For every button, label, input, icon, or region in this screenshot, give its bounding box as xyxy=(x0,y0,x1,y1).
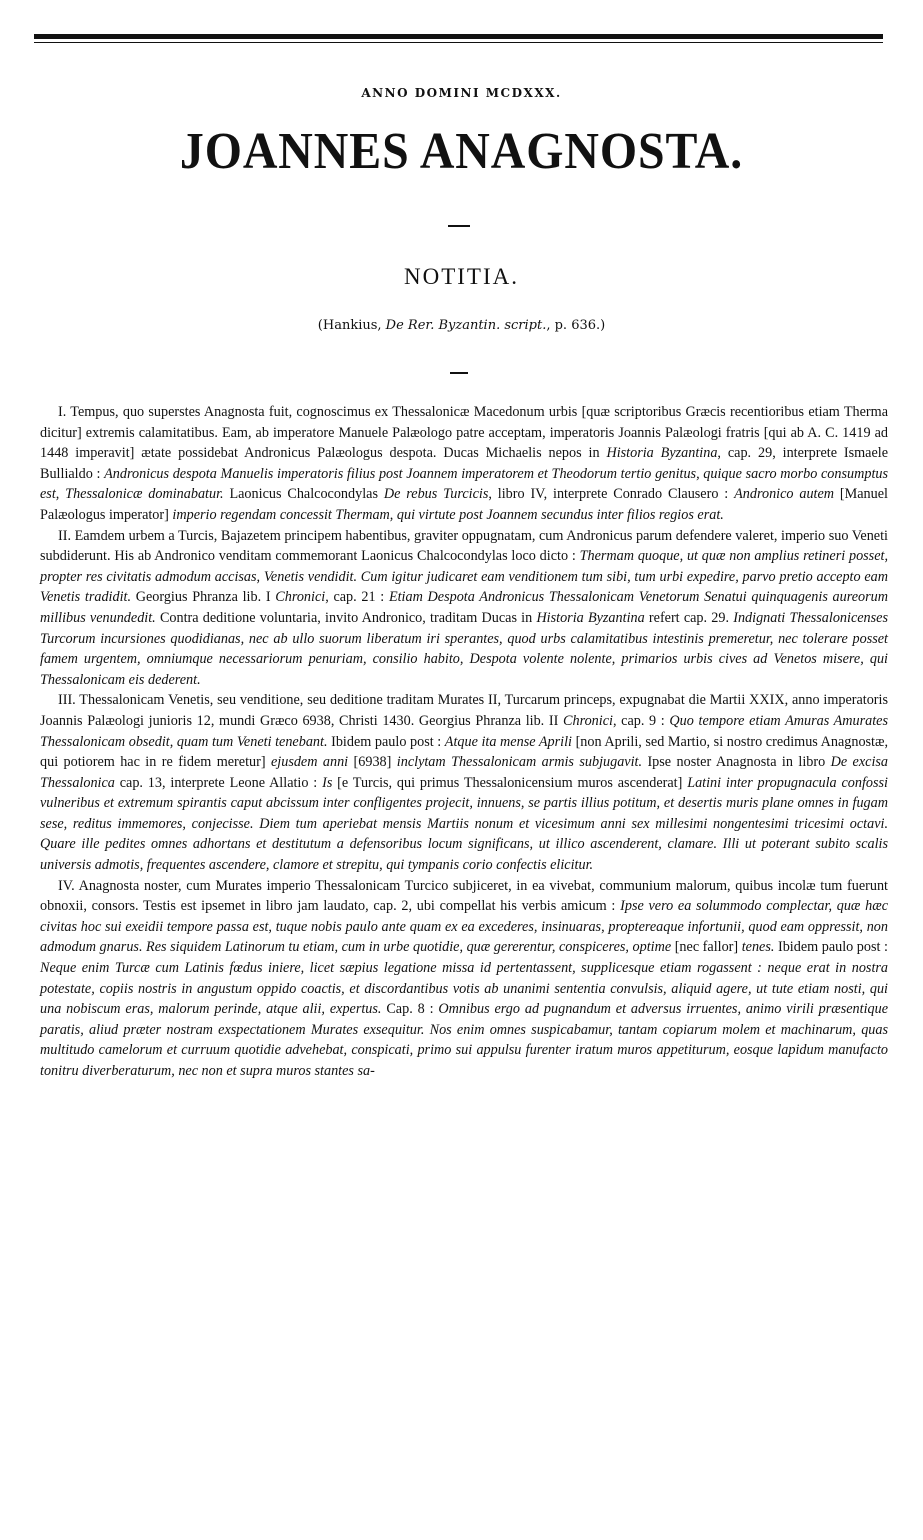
paragraph xyxy=(40,402,888,526)
italic-quote: Historia Byzantina xyxy=(536,609,645,626)
italic-quote: Latini inter propugnacula confossi vulneribus et extremum spirantis caput abcissum inter confligentes projecit, innuens, se partis illius potitum, et desertis muris plane omnes in fugam sese, reditus immemores, conjecisse. Diem tum aperiebat mensis Martiis nonum et vicesimum anni sex millesimi nongentesimi tricesimi octavi. Quare ille pedites omnes adhortans et destitutum a defensoribus locum significans, ut illico ascenderent, clamare. Illi ut poterant subito scalis universis admotis, frequentes ascendere, clamore et strepitu, qui tympanis corio confectis elicitur. xyxy=(40,774,888,874)
paragraph xyxy=(40,526,888,691)
body-text xyxy=(40,402,888,1082)
italic-quote: Andronicus despota Manuelis imperatoris filius post Joannem imperatorem et Theodorum tertio genitus, quique sacro morbo consumptus est, Thessalonicæ dominabatur. xyxy=(40,465,889,503)
italic-quote: Chronici xyxy=(563,712,613,729)
italic-quote: De rebus Turcicis xyxy=(383,486,489,503)
top-rule-thick xyxy=(34,34,883,39)
text-run: Ipse noster Anagnosta in libro xyxy=(642,754,831,771)
italic-quote: ejusdem anni xyxy=(270,754,349,771)
italic-quote: inclytam Thessalonicam armis subjugavit. xyxy=(396,754,643,771)
text-run: [Manuel Palæologus imperator] xyxy=(40,486,888,523)
paragraph xyxy=(40,876,888,1082)
italic-quote: tenes. xyxy=(741,939,775,956)
italic-quote: Thermam quoque, ut quæ non amplius retineri posset, propter res civitatis admodum accisas, Venetis vendidit. Cum igitur judicaret eam venditionem tum sibi, tum urbi expedire, parvo pretio accepto eam Venetis tradidit. xyxy=(40,548,888,606)
section-heading: NOTITIA. xyxy=(404,264,519,289)
text-run: [6938] xyxy=(348,754,397,771)
italic-quote: Neque enim Turcæ cum Latinis fœdus iniere, licet sæpius legatione missa id pertentassent, supplicesque etiam rogassent : neque erat in nostra potestate, copiis nostris in angustum oppido coactis, et discordantibus votis ab unanimi sententia convulsis, aliquid agere, ut tute etiam nosti, qui una nobiscum eras, malorum perinde, atque alii, expertus. xyxy=(40,960,888,1018)
divider-dash xyxy=(448,225,470,227)
text-run: I. Tempus, quo superstes Anagnosta fuit, cognoscimus ex Thessalonicæ Macedonum urbis [quæ scriptoribus Græcis recentioribus etiam Therma dicitur] extremis calamitatibus. Eam, ab imperatore Manuele Palæologo patre acceptam, imperatoris Joannis Palæologi fratris [qui ab A. C. 1419 ad 1448 imperavit] ætate possidebat Andronicus Palæologus despota. Ducas Michaelis nepos in xyxy=(40,404,888,462)
italic-quote: Andronico autem xyxy=(734,486,835,503)
citation-suffix: , p. 636.) xyxy=(546,318,606,333)
text-run: Ibidem paulo post : xyxy=(327,733,445,750)
page-title: JOANNES ANAGNOSTA. xyxy=(179,123,744,180)
divider-dash xyxy=(450,372,468,374)
text-run: Cap. 8 : xyxy=(381,1001,439,1018)
italic-quote: Quo tempore etiam Amuras Amurates Thessalonicam obsedit, quam tum Veneti tenebant. xyxy=(40,712,889,750)
text-run: refert cap. 29. xyxy=(644,609,734,626)
text-run: Contra deditione voluntaria, invito Andronico, traditam Ducas in xyxy=(155,609,537,626)
italic-quote: Is xyxy=(322,774,333,791)
italic-quote: Chronici xyxy=(275,589,326,606)
source-citation xyxy=(0,318,923,333)
citation-prefix: (Hankius, xyxy=(317,318,386,333)
italic-quote: Historia Byzantina xyxy=(606,445,718,462)
text-run: cap. 13, interprete Leone Allatio : xyxy=(114,774,323,791)
text-run: Laonicus Chalcocondylas xyxy=(223,486,384,503)
italic-quote: Ipse vero ea solummodo complectar, quæ hæc civitas hoc sui exeidii tempore passa est, tuque nobis paulo ante quam ex ea excederes, insinuaras, proptereaque infortunii, quod eam oppressit, non admodum gnarus. Res siquidem Latinorum tu etiam, cum in urbe quotidie, quæ gererentur, conspiceres, optime xyxy=(40,898,888,956)
year-heading: ANNO DOMINI MCDXXX. xyxy=(361,86,562,100)
citation-work: De Rer. Byzantin. script. xyxy=(385,318,547,333)
text-run: III. Thessalonicam Venetis, seu venditione, seu deditione traditam Murates II, Turcarum princeps, expugnabat die Martii XXIX, anno imperatoris Joannis Palæologi junioris 12, mundi Græco 6938, Christi 1430. Georgius Phranza lib. II xyxy=(40,692,888,729)
text-run: IV. Anagnosta noster, cum Murates imperio Thessalonicam Turcico subjiceret, in ea vivebat, communium malorum, quibus incolæ tum fuerunt obnoxii, consors. Testis est ipsemet in libro jam laudato, cap. 2, ubi compellat his verbis amicum : xyxy=(40,877,888,915)
paragraph xyxy=(40,690,888,875)
text-run: [nec fallor] xyxy=(671,939,742,956)
text-run: II. Eamdem urbem a Turcis, Bajazetem principem habentibus, graviter oppugnatam, cum Andronicus parum defendere valeret, imperio suo Veneti subdiderunt. His ab Andronico venditam commemorant Laonicus Chalcocondylas loco dicto : xyxy=(40,527,888,565)
text-run: Georgius Phranza lib. I xyxy=(131,589,276,606)
italic-quote: imperio regendam concessit Thermam, qui virtute post Joannem secundus inter filios regios erat. xyxy=(172,506,724,523)
top-rule-thin xyxy=(34,42,883,43)
italic-quote: Etiam Despota Andronicus Thessalonicam Venetorum Senatui quinquagenis aureorum millibus venundedit. xyxy=(40,589,888,626)
italic-quote: De excisa Thessalonica xyxy=(40,754,889,791)
text-run: , cap. 9 : xyxy=(612,712,670,729)
italic-quote: Omnibus ergo ad pugnandum et adversus irruentes, animo virili præsentique paratis, aliud præter nostram exspectationem Murates exsequitur. Nos enim omnes suspicabamur, tantam copiarum molem et machinarum, quas multitudo camelorum et curruum quotidie advehebat, conspicati, primo sui appulsu furenter iratum muros appetiturum, eosque lapidum manufacto tonitru diverberaturum, nec non et supra muros stantes sa- xyxy=(40,1001,889,1079)
text-run: , libro IV, interprete Conrado Clausero : xyxy=(488,486,735,503)
italic-quote: Atque ita mense Aprili xyxy=(444,733,572,750)
text-run: , cap. 21 : xyxy=(325,589,389,606)
text-run: [e Turcis, qui primus Thessalonicensium muros ascenderat] xyxy=(332,774,688,791)
text-run: Ibidem paulo post : xyxy=(774,939,888,956)
italic-quote: Indignati Thessalonicenses Turcorum incursiones quodidianas, nec ab ullo suorum liberatum iri sperantes, quod urbs calamitatibus intestinis premeretur, nec tolerare posset famem urgentem, omniumque necessariorum penuriam, consilio habito, Despota volente nolente, primarios urbis cives ad Venetos misere, qui Thessalonicam eis dederent. xyxy=(40,609,888,688)
text-run: , cap. 29, interprete Ismaele Bullialdo : xyxy=(40,445,889,482)
text-run: [non Aprili, sed Martio, si nostro credimus Anagnostæ, qui potiorem hac in re fidem meretur] xyxy=(40,733,889,771)
